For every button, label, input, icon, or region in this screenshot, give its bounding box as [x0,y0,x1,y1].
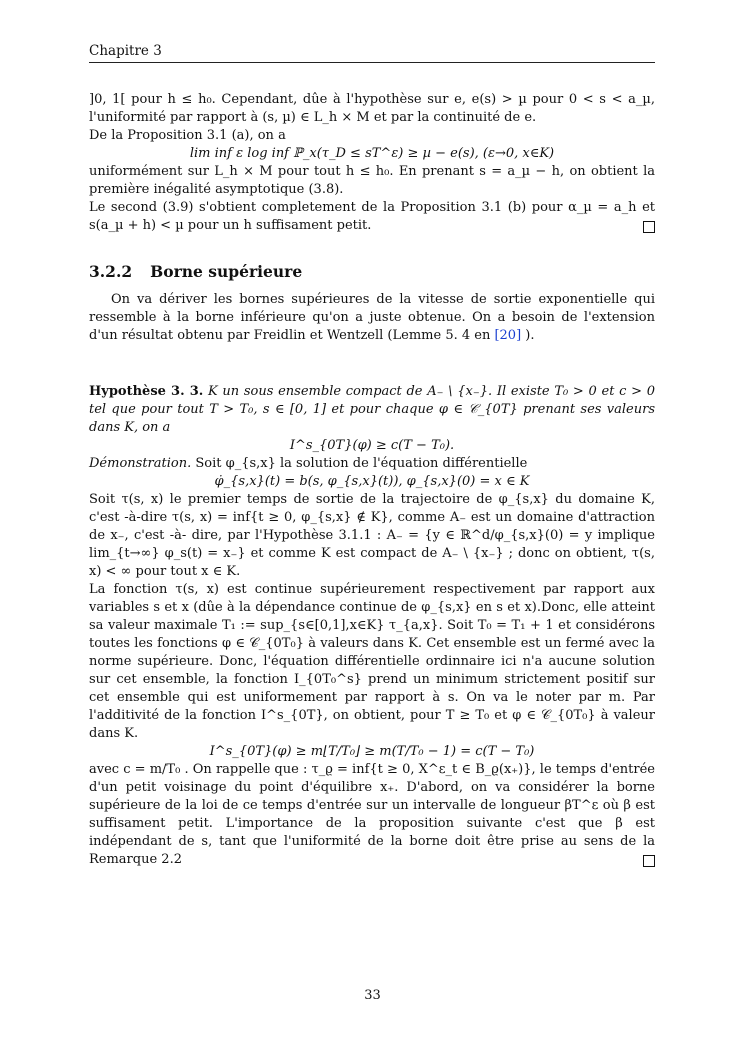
paragraph: ]0, 1[ pour h ≤ h₀. Cependant, dûe à l'hypothèse sur e, e(s) > µ pour 0 < s < a_µ, l'uniformité par rapport à (s, µ) ∈ L_h × M et par la continuité de e. [89,92,655,125]
paragraph [89,761,655,869]
paragraph: uniformément sur L_h × M pour tout h ≤ h₀. En prenant s = a_µ − h, on obtient la première inégalité asymptotique (3.8). [89,164,655,197]
section-heading [89,263,655,281]
qed-square-icon [643,855,655,867]
section-number: 3.2.2 [89,262,133,281]
hypothesis-equation: I^s_{0T}(φ) ≥ c(T − T₀). [289,438,455,453]
paragraph-text: avec c = m/T₀ . On rappelle que : τ_ϱ = inf{t ≥ 0, X^ε_t ∈ B_ϱ(x₊)}, le temps d'entrée d'un petit voisinage du point d'équilibre x₊. D'abord, on va considérer la borne supérieure de la loi de ce temps d'entrée sur un intervalle de longueur βT^ε où β est suffisament petit. L'importance de la proposition suivante c'est que β est indépendant de s, tant que l'uniformité de la borne doit être prise au sens de la Remarque 2.2 [89,762,655,867]
intro-text-end: ). [521,328,535,343]
paragraph: Soit τ(s, x) le premier temps de sortie de la trajectoire de φ_{s,x} du domaine K, c'est -à-dire τ(s, x) = inf{t ≥ 0, φ_{s,x} ∉ K}, comme A₋ est un domaine d'attraction de x₋, c'est -à- dire, par l'Hypothèse 3.1.1 : A₋ = {y ∈ ℝ^d/φ_{s,x}(0) = y implique lim_{t→∞} φ_s(t) = x₋} et comme K est compact de A₋ \ {x₋} ; donc on obtient, τ(s, x) < ∞ pour tout x ∈ K. [89,492,655,579]
qed-square-icon [643,221,655,233]
equation: φ̇_{s,x}(t) = b(s, φ_{s,x}(t)), φ_{s,x}(0) = x ∈ K [214,474,530,489]
hypothesis [89,383,655,437]
page-number: 33 [364,988,381,1003]
intro-text: On va dériver les bornes supérieures de la vitesse de sortie exponentielle qui ressemble à la borne inférieure qu'on a juste obtenue. On a besoin de l'extension d'un résultat obtenu par Freidlin et Wentzell (Lemme 5. 4 en [89,292,655,343]
hypothesis-text: K un sous ensemble compact de A₋ \ {x₋}. Il existe T₀ > 0 et c > 0 tel que pour tout T > T₀, s ∈ [0, 1] et pour chaque φ ∈ 𝒞_{0T} prenant ses valeurs dans K, on a [89,384,655,435]
equation: I^s_{0T}(φ) ≥ m⌊T/T₀⌋ ≥ m(T/T₀ − 1) = c(T − T₀) [209,744,535,759]
paragraph: De la Proposition 3.1 (a), on a [89,128,286,143]
citation-link[interactable]: [20] [494,328,522,343]
demonstration-intro [89,455,655,473]
page-body [89,91,655,869]
running-head: Chapitre 3 [89,42,655,63]
section-title: Borne supérieure [150,262,303,281]
paragraph [89,199,655,235]
demonstration-text: Soit φ_{s,x} la solution de l'équation différentielle [195,456,528,471]
demonstration-label: Démonstration. [89,456,192,471]
equation: lim inf ε log inf ℙ_x(τ_D ≤ sT^ε) ≥ µ − e(s), (ε→0, x∈K) [189,146,555,161]
paragraph-text: Le second (3.9) s'obtient completement de la Proposition 3.1 (b) pour α_µ = a_h et s(a_µ + h) < µ pour un h suffisament petit. [89,200,655,233]
hypothesis-label: Hypothèse 3. 3. [89,384,204,399]
section-intro [89,291,655,345]
paragraph: La fonction τ(s, x) est continue supérieurement respectivement par rapport aux variables s et x (dûe à la dépendance continue de φ_{s,x} en s et x).Donc, elle atteint sa valeur maximale T₁ := sup_{s∈[0,1],x∈K} τ_{a,x}. Soit T₀ = T₁ + 1 et considérons toutes les fonctions φ ∈ 𝒞_{0T₀} à valeurs dans K. Cet ensemble est un fermé avec la norme supérieure. Donc, l'équation différentielle ordinnaire ici n'a aucune solution sur cet ensemble, la fonction I_{0T₀^s} prend un minimum strictement positif sur cet ensemble qui est uniformement par rapport à s. On va le noter par m. Par l'additivité de la fonction I^s_{0T}, on obtient, pour T ≥ T₀ et φ ∈ 𝒞_{0T₀} à valeur dans K. [89,582,655,741]
